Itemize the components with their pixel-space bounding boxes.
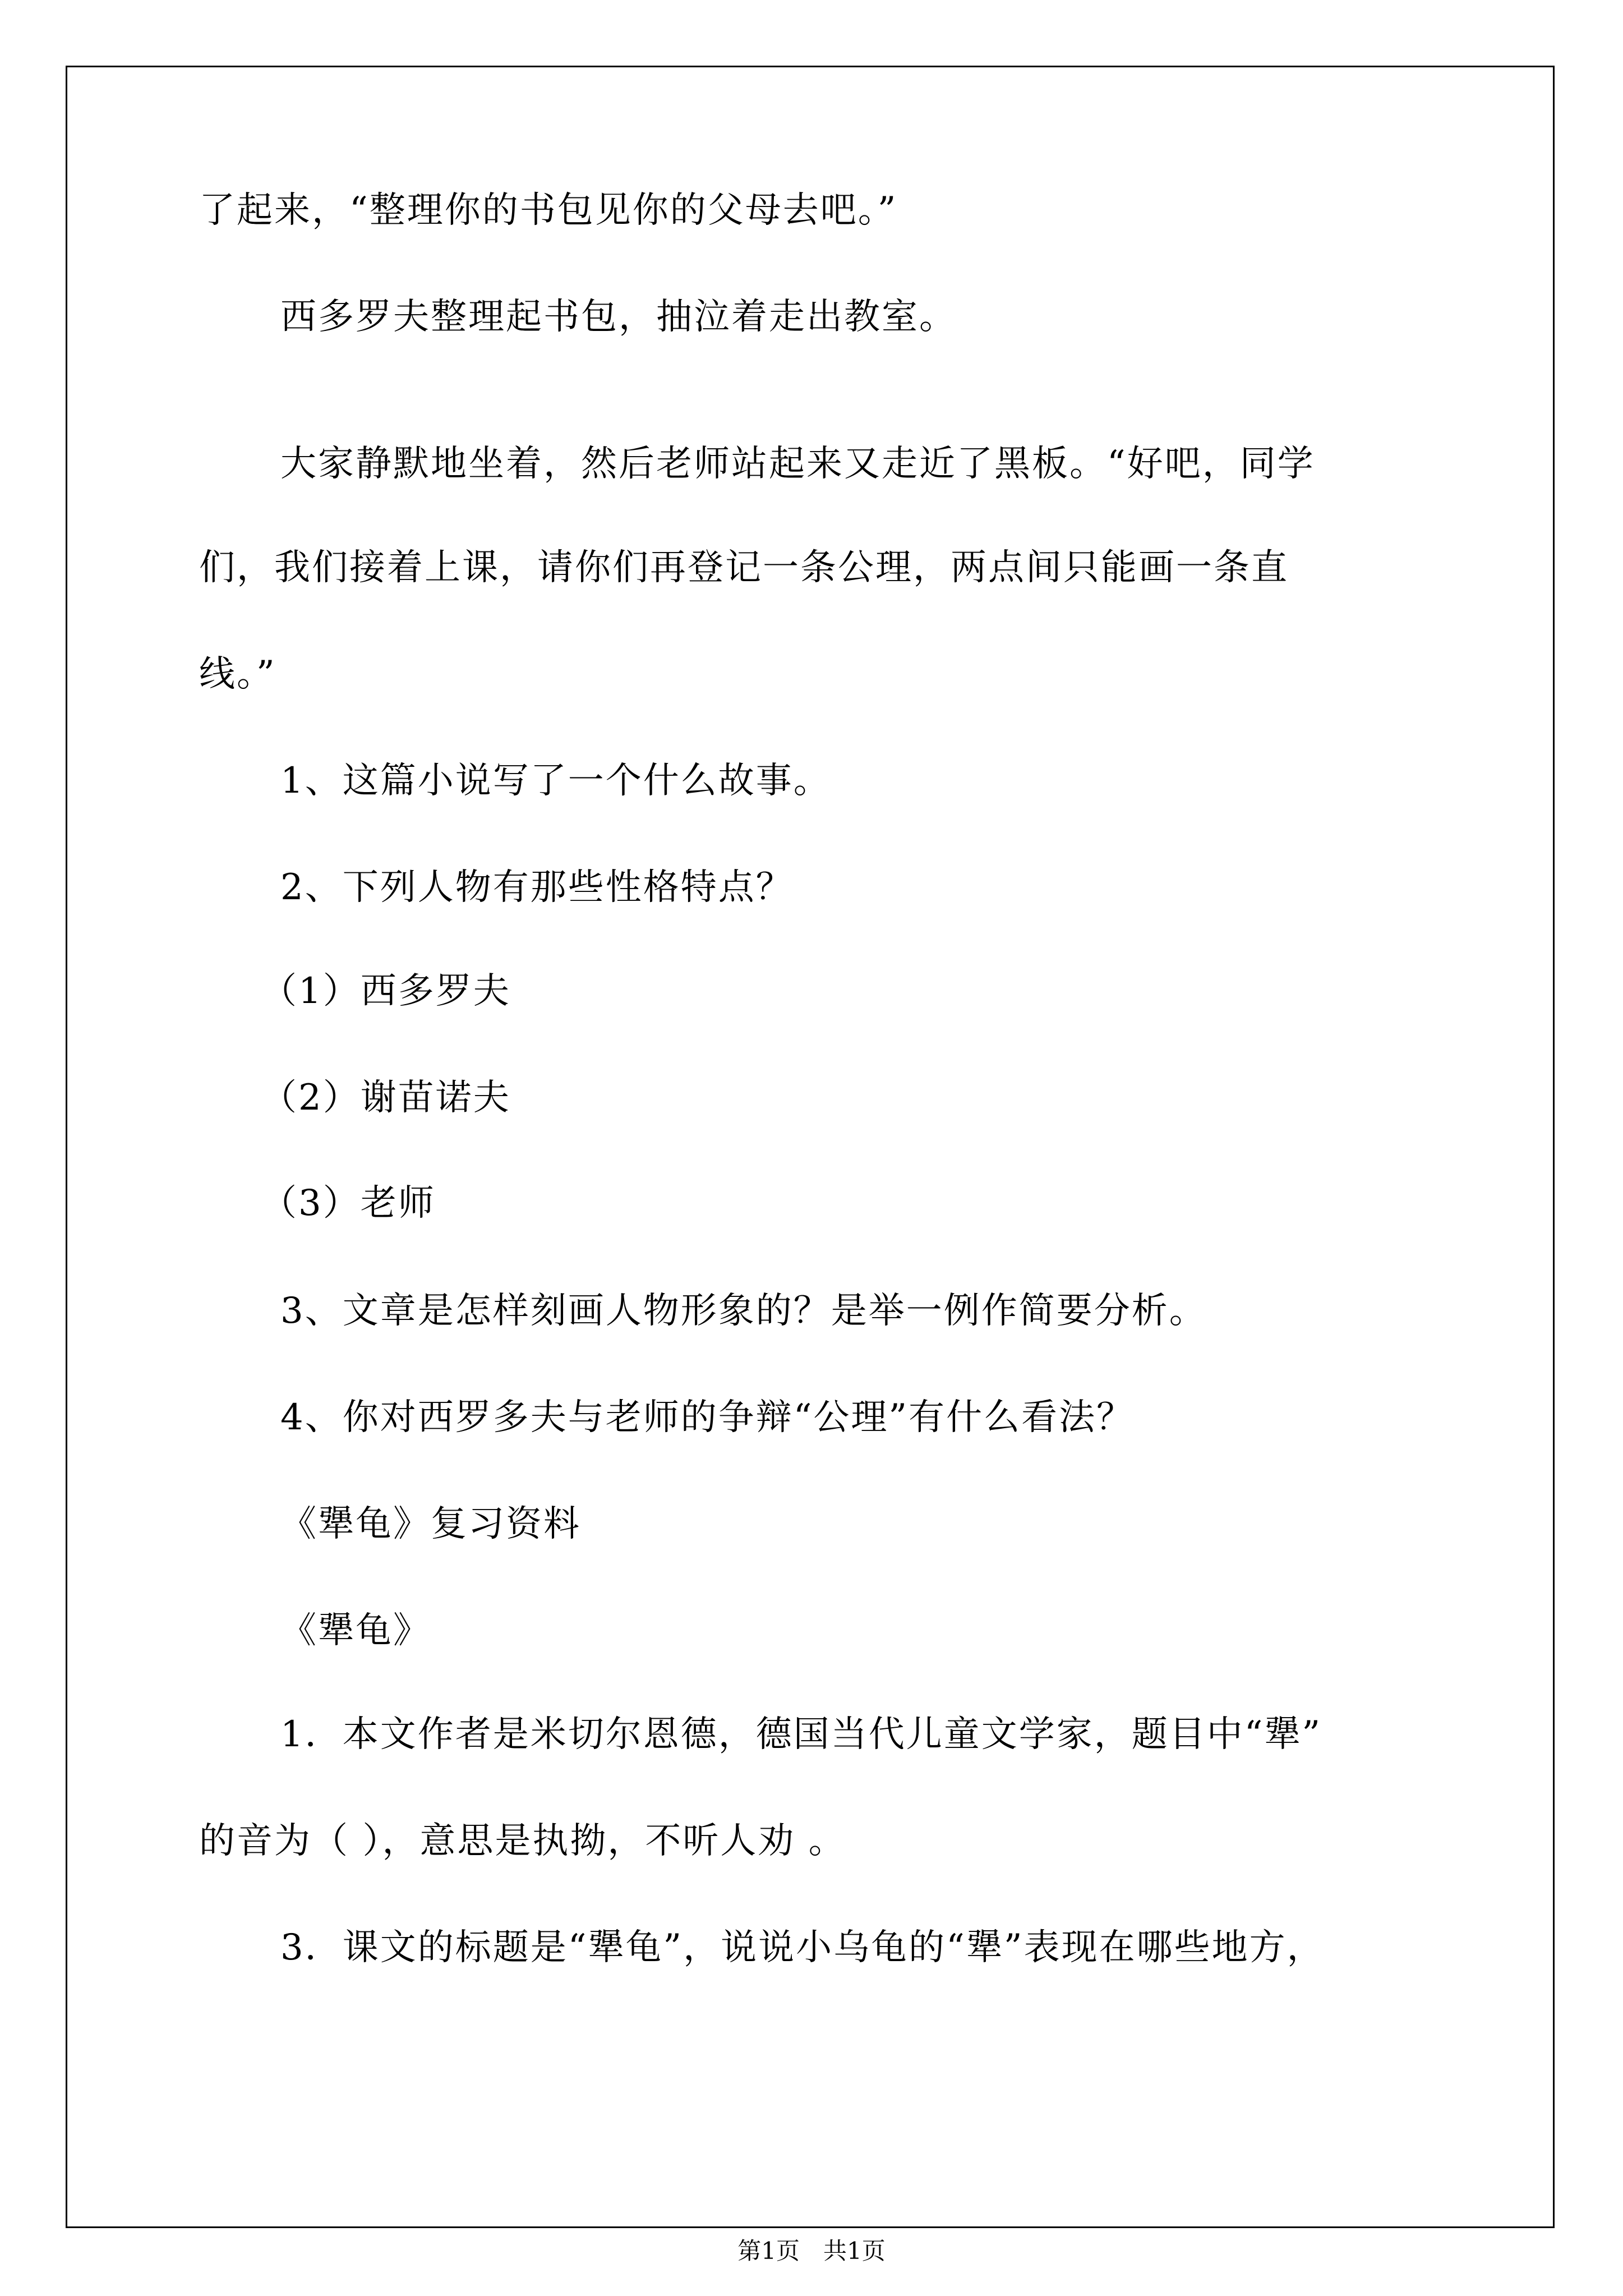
text-line-5: 线。”: [199, 654, 276, 695]
text-line-14: 《犟龟》: [280, 1610, 431, 1651]
text-line-2: 西多罗夫整理起书包，抽泣着走出教室。: [280, 296, 957, 338]
text-line-12: 4、你对西罗多夫与老师的争辩“公理”有什么看法？: [280, 1397, 1135, 1438]
text-line-3: 大家静默地坐着，然后老师站起来又走近了黑板。“好吧，同学: [280, 443, 1315, 485]
page-number-footer: 第1页 共1页: [737, 2237, 886, 2265]
text-line-13: 《犟龟》复习资料: [280, 1503, 581, 1545]
text-line-16: 的音为（ ），意思是执拗，不听人劝 。: [199, 1820, 846, 1862]
text-line-15: 1．本文作者是米切尔恩德，德国当代儿童文学家，题目中“犟”: [280, 1714, 1322, 1755]
text-line-4: 们，我们接着上课，请你们再登记一条公理，两点间只能画一条直: [199, 547, 1289, 588]
text-line-17: 3．课文的标题是“犟龟”，说说小乌龟的“犟”表现在哪些地方，: [280, 1927, 1325, 1968]
text-line-11: 3、文章是怎样刻画人物形象的？是举一例作简要分析。: [280, 1290, 1207, 1332]
text-line-7: 2、下列人物有那些性格特点？: [280, 867, 794, 908]
text-line-9: （2）谢苗诺夫: [261, 1077, 511, 1119]
text-line-8: （1）西多罗夫: [261, 970, 511, 1012]
text-line-1: 了起来，“整理你的书包见你的父母去吧。”: [199, 190, 898, 231]
text-line-10: （3）老师: [261, 1182, 436, 1224]
text-line-6: 1、这篇小说写了一个什么故事。: [280, 760, 831, 802]
page-border: [66, 66, 1555, 2228]
